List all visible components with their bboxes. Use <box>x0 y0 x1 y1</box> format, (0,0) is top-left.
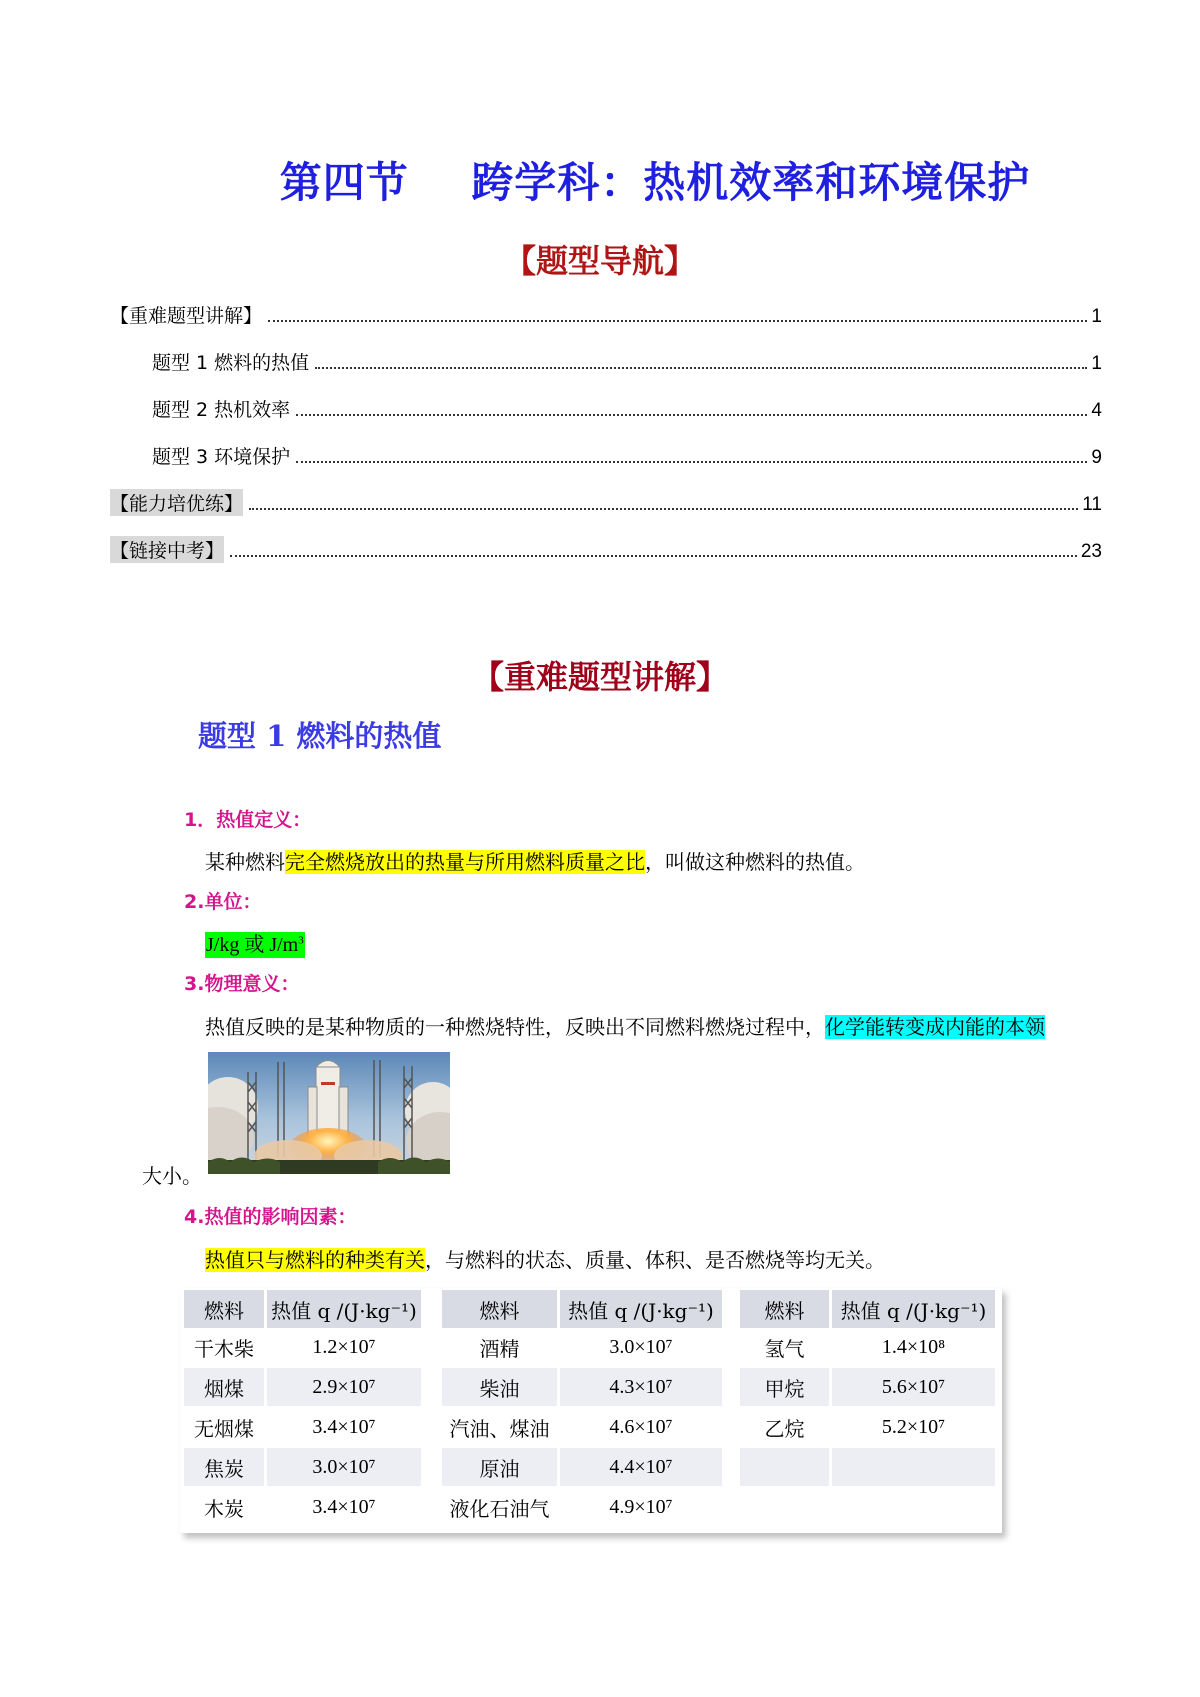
toc-label: 题型 3 环境保护 <box>152 446 291 468</box>
toc-label: 题型 2 热机效率 <box>152 399 291 421</box>
highlight-meaning: 化学能转变成内能的本领 <box>825 1015 1045 1039</box>
toc-page: 1 <box>1091 353 1102 374</box>
table-row: 无烟煤 3.4×10⁷ <box>184 1408 424 1448</box>
heat-value-table-3 <box>740 1290 998 1488</box>
toc-leader <box>296 461 1087 463</box>
table-header <box>740 1290 998 1328</box>
toc-label: 题型 1 燃料的热值 <box>152 352 310 374</box>
toc-label: 【能力培优练】 <box>110 489 243 516</box>
header-value: 热值 q /(J·kg⁻¹) <box>560 1290 725 1328</box>
toc-entry-ability[interactable] <box>110 486 1102 516</box>
toc-entry-topic-3[interactable] <box>152 439 1102 469</box>
highlight-definition: 完全燃烧放出的热量与所用燃料质量之比 <box>285 850 645 874</box>
heat-value-table-1 <box>184 1290 424 1528</box>
table-row: 烟煤 2.9×10⁷ <box>184 1368 424 1408</box>
toc-entry-topic-2[interactable] <box>152 392 1102 422</box>
toc-page: 23 <box>1080 541 1102 562</box>
toc-page: 11 <box>1082 494 1102 515</box>
meaning-text: 热值反映的是某种物质的一种燃烧特性，反映出不同燃料燃烧过程中，化学能转变成内能的本领 <box>205 1015 1045 1039</box>
nav-title: 【题型导航】 <box>503 242 696 280</box>
highlight-unit: J/kg 或 $J/m^3$ <box>206 934 304 956</box>
section-heading: 【重难题型讲解】 <box>471 658 728 696</box>
table-row: 木炭 3.4×10⁷ <box>184 1488 424 1528</box>
table-row: 焦炭 3.0×10⁷ <box>184 1448 424 1488</box>
meaning-heading: 3.物理意义： <box>184 973 300 995</box>
table-header <box>442 1290 725 1328</box>
table-row: 液化石油气 4.9×10⁷ <box>442 1488 725 1528</box>
header-fuel: 燃料 <box>442 1290 560 1328</box>
toc-label: 【重难题型讲解】 <box>110 305 263 327</box>
toc-entry-exam-link[interactable] <box>110 533 1102 563</box>
header-fuel: 燃料 <box>740 1290 832 1328</box>
table-row <box>740 1448 998 1488</box>
toc-entry-topic-1[interactable] <box>152 345 1102 375</box>
topic-heading: 题型 1 燃料的热值 <box>198 719 442 753</box>
table-row: 原油 4.4×10⁷ <box>442 1448 725 1488</box>
table-row: 氢气 1.4×10⁸ <box>740 1328 998 1368</box>
definition-text: 某种燃料完全燃烧放出的热量与所用燃料质量之比，叫做这种燃料的热值。 <box>205 850 865 874</box>
header-value: 热值 q /(J·kg⁻¹) <box>832 1290 998 1328</box>
rocket-launch-image <box>208 1052 450 1174</box>
table-row: 酒精 3.0×10⁷ <box>442 1328 725 1368</box>
factor-text: 热值只与燃料的种类有关，与燃料的状态、质量、体积、是否燃烧等均无关。 <box>205 1248 885 1272</box>
heat-value-table-2 <box>442 1290 725 1528</box>
page-title: 第四节 跨学科：热机效率和环境保护 <box>279 158 1031 207</box>
factor-heading: 4.热值的影响因素： <box>184 1206 357 1228</box>
definition-heading: 1．热值定义： <box>184 809 312 831</box>
unit-heading: 2.单位： <box>184 891 262 913</box>
toc-page: 1 <box>1091 306 1102 327</box>
table-row: 汽油、煤油 4.6×10⁷ <box>442 1408 725 1448</box>
table-row: 干木柴 1.2×10⁷ <box>184 1328 424 1368</box>
toc-page: 4 <box>1091 400 1102 421</box>
toc-entry-key-topics[interactable] <box>110 298 1102 328</box>
toc-label: 【链接中考】 <box>110 536 224 563</box>
toc-leader <box>315 367 1087 369</box>
table-row: 乙烷 5.2×10⁷ <box>740 1408 998 1448</box>
toc-leader <box>249 508 1078 510</box>
table-row: 柴油 4.3×10⁷ <box>442 1368 725 1408</box>
table-row: 甲烷 5.6×10⁷ <box>740 1368 998 1408</box>
meaning-tail: 大小。 <box>142 1164 202 1188</box>
unit-text <box>205 928 305 957</box>
table-header <box>184 1290 424 1328</box>
toc-leader <box>268 320 1087 322</box>
header-value: 热值 q /(J·kg⁻¹) <box>267 1290 424 1328</box>
toc-page: 9 <box>1091 447 1102 468</box>
highlight-factor: 热值只与燃料的种类有关 <box>205 1248 425 1272</box>
header-fuel: 燃料 <box>184 1290 267 1328</box>
toc-leader <box>230 555 1077 557</box>
toc-leader <box>296 414 1087 416</box>
